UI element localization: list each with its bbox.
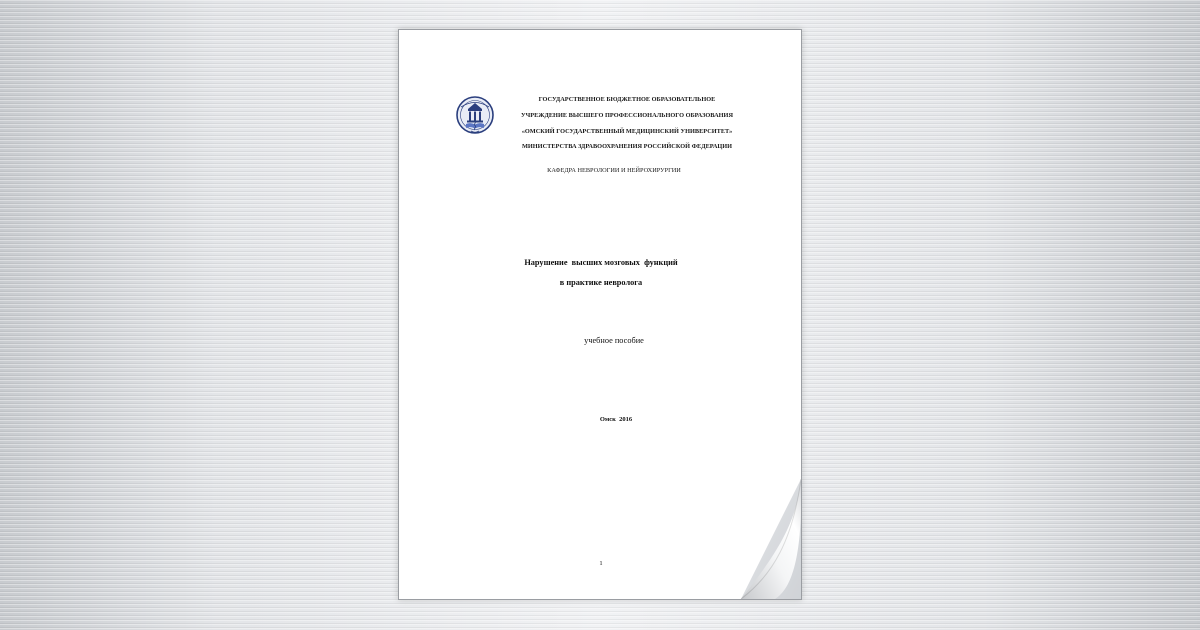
document-title-line-2: в практике невролога [559,278,643,287]
university-emblem-icon [455,95,495,137]
page-curl-icon [711,479,801,599]
institution-line-4: МИНИСТЕРСТВА ЗДРАВООХРАНЕНИЯ РОССИЙСКОЙ ФЕДЕРАЦИИ [521,143,733,150]
document-title-line-1: Нарушение высших мозговых функций [524,258,678,267]
institution-line-2: УЧРЕЖДЕНИЕ ВЫСШЕГО ПРОФЕССИОНАЛЬНОГО ОБРАЗОВАНИЯ [521,112,733,119]
city-and-year: Омск 2016 [599,416,633,423]
document-page [398,29,802,600]
document-type: учебное пособие [584,336,644,345]
department-name: КАФЕДРА НЕВРОЛОГИИ И НЕЙРОХИРУРГИИ [547,167,681,174]
institution-line-1: ГОСУДАРСТВЕННОЕ БЮДЖЕТНОЕ ОБРАЗОВАТЕЛЬНОЕ [538,96,716,103]
page-number: 1 [599,560,603,567]
institution-line-3: «ОМСКИЙ ГОСУДАРСТВЕННЫЙ МЕДИЦИНСКИЙ УНИВЕРСИТЕТ» [521,128,733,135]
